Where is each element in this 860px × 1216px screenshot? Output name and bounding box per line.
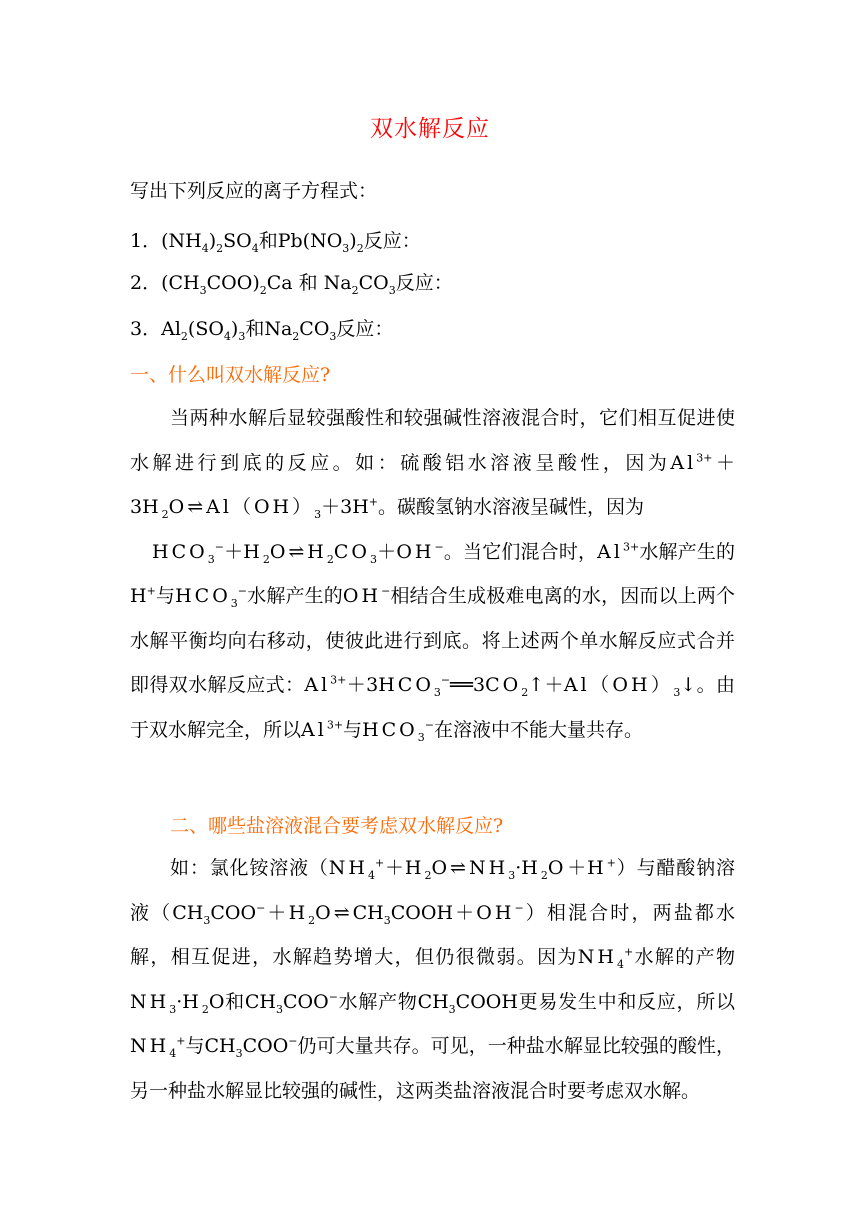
question-number: 2．	[130, 272, 162, 294]
question-label: 反应：	[395, 272, 453, 294]
question-label: 反应：	[336, 318, 394, 340]
question-1: 1．$(NH_4)_2SO_4$和$Pb(NO_3)_2$反应：	[130, 230, 421, 255]
question-2: 2．$(CH_3COO)_2Ca$ 和 $Na_2CO_3$反应：	[130, 272, 453, 297]
question-3: 3．$Al_2(SO_4)_3$和$Na_2CO_3$反应：	[130, 318, 394, 343]
section-heading-2: 二、哪些盐溶液混合要考虑双水解反应?	[170, 815, 504, 837]
question-number: 3．	[130, 318, 162, 340]
section1-paragraph: 当两种水解后显较强酸性和较强碱性溶液混合时，它们相互促进使水解进行到底的反应。如：硫酸铝水溶液呈酸性，因为$Al^{3+}+3H_2O\rightleftharpoons Al(OH)_3+3H^+$。碳酸氢钠水溶液呈碱性，因为 $HCO_3^-+H_2O\rightleftharpoons H_2CO_3+OH^-$。当它们混合时，$Al^{3+}$水解产生的H+与$HCO_3^-$水解产生的OH−相结合生成极难电离的水，因而以上两个水解平衡均向右移动，使彼此进行到底。将上述两个单水解反应式合并即得双水解反应式：$Al^{3+}+3HCO_3^-══3CO_2↑+Al(OH)_3↓$。由于双水解完全，所以$Al^{3+}$与$HCO_3^-$在溶液中不能大量共存。	[130, 407, 735, 744]
question-label: 反应：	[363, 230, 421, 252]
document-title: 双水解反应	[370, 116, 490, 142]
section2-paragraph: 如：氯化铵溶液$(NH_4^++H_2O\rightleftharpoons NH_3\cdot H_2O+H^+)$与醋酸钠溶液$(CH_3COO^-+H_2O\rightleftharpoons CH_3COOH+OH^-)$相混合时，两盐都水解，相互促进，水解趋势增大，但仍很微弱。因为$NH_4^+$水解的产物$NH_3\cdot H_2O$和$CH_3COO^-$水解产物$CH_3COOH$更易发生中和反应，所以$NH_4^+$与$CH_3COO^-$仍可大量共存。可见，一种盐水解显比较强的酸性，另一种盐水解显比较强的碱性，这两类盐溶液混合时要考虑双水解。	[130, 856, 735, 1102]
question-number: 1．	[130, 230, 162, 252]
section-heading-1: 一、什么叫双水解反应?	[130, 364, 331, 386]
intro-text: 写出下列反应的离子方程式：	[130, 180, 378, 202]
